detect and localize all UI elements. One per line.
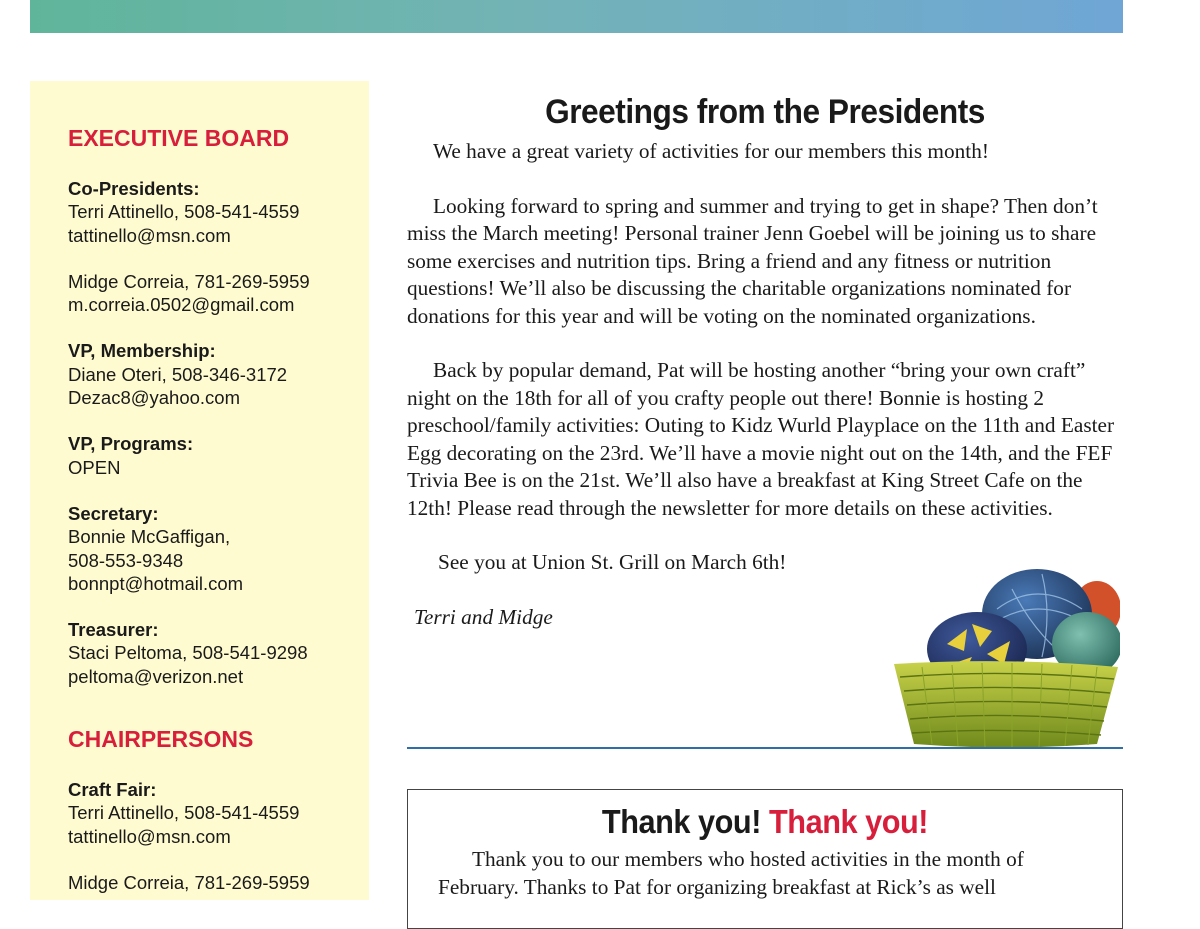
contact-line: Midge Correia, 781-269-5959 — [68, 270, 310, 292]
thank-you-title-red: Thank you! — [769, 803, 929, 840]
chairpersons-heading: CHAIRPERSONS — [68, 726, 254, 753]
contact-entry — [68, 270, 369, 317]
contact-line: Midge Correia, 781-269-5959 — [68, 871, 310, 893]
executive-board-list — [68, 177, 369, 688]
contact-entry — [68, 618, 369, 688]
article-signoff: Terri and Midge — [414, 604, 553, 629]
contact-role: Secretary: — [68, 502, 159, 524]
thank-you-text: Thank you to our members who hosted activities in the month of February. Thanks to Pat for organizing breakfast at Rick’s as well — [438, 847, 1024, 899]
contact-role: Co-Presidents: — [68, 178, 200, 199]
section-divider — [407, 747, 1123, 749]
contact-role: VP, Membership: — [68, 340, 216, 362]
article-title: Greetings from the Presidents — [545, 93, 985, 131]
contact-line: m.correia.0502@gmail.com — [68, 294, 295, 316]
contact-line: Terri Attinello, 508-541-4559 — [68, 201, 300, 223]
header-color-band — [30, 0, 1123, 33]
article-closing: See you at Union St. Grill on March 6th! — [438, 550, 787, 574]
contact-role: Craft Fair: — [68, 779, 157, 801]
executive-board-heading: EXECUTIVE BOARD — [68, 125, 290, 151]
contact-role: VP, Programs: — [68, 433, 194, 455]
easter-egg-basket-image — [892, 569, 1120, 747]
article-paragraph-3: Back by popular demand, Pat will be hosting another “bring your own craft” night on the 18th for all of you crafty people out there! Bonnie is hosting 2 preschool/family activities: Outing to Kidz Wurld Playplace on the 11th and Easter Egg decorating on the 23rd. We’ll have a movie night out on the 14th, and the FEF Trivia Bee is on the 21st. We’ll also have a breakfast at King Street Cafe on the 12th! Please read through the newsletter for more details on these activities. — [407, 358, 1115, 520]
contact-line: Staci Peltoma, 508-541-9298 — [68, 642, 308, 664]
chairpersons-list — [68, 778, 369, 894]
contact-line: Bonnie McGaffigan, — [68, 526, 231, 548]
contact-entry — [68, 177, 369, 247]
contact-line: Dezac8@yahoo.com — [68, 387, 241, 409]
contact-entry — [68, 432, 369, 479]
contact-line: OPEN — [68, 456, 121, 478]
sidebar-directory — [30, 81, 369, 900]
thank-you-title-black: Thank you! — [601, 803, 761, 840]
contact-line: peltoma@verizon.net — [68, 665, 244, 687]
presidents-article — [407, 81, 1123, 631]
thank-you-box — [407, 789, 1123, 929]
contact-entry — [68, 778, 369, 848]
contact-line: 508-553-9348 — [68, 549, 184, 571]
contact-entry — [68, 502, 369, 595]
contact-entry — [68, 339, 369, 409]
contact-line: Terri Attinello, 508-541-4559 — [68, 802, 300, 824]
contact-role: Treasurer: — [68, 619, 159, 641]
contact-entry — [68, 871, 369, 894]
contact-line: bonnpt@hotmail.com — [68, 572, 244, 594]
contact-line: Diane Oteri, 508-346-3172 — [68, 363, 288, 385]
contact-line: tattinello@msn.com — [68, 224, 231, 246]
thank-you-title — [461, 802, 1069, 842]
article-paragraph-1: We have a great variety of activities for our members this month! — [433, 139, 989, 163]
article-paragraph-2: Looking forward to spring and summer and trying to get in shape? Then don’t miss the March meeting! Personal trainer Jenn Goebel will be joining us to share some exercises and nutrition tips. Bring a friend and any fitness or nutrition questions! We’ll also be discussing the charitable organizations nominated for donations for this year and will be voting on the nominated organizations. — [407, 193, 1098, 328]
contact-line: tattinello@msn.com — [68, 825, 231, 847]
